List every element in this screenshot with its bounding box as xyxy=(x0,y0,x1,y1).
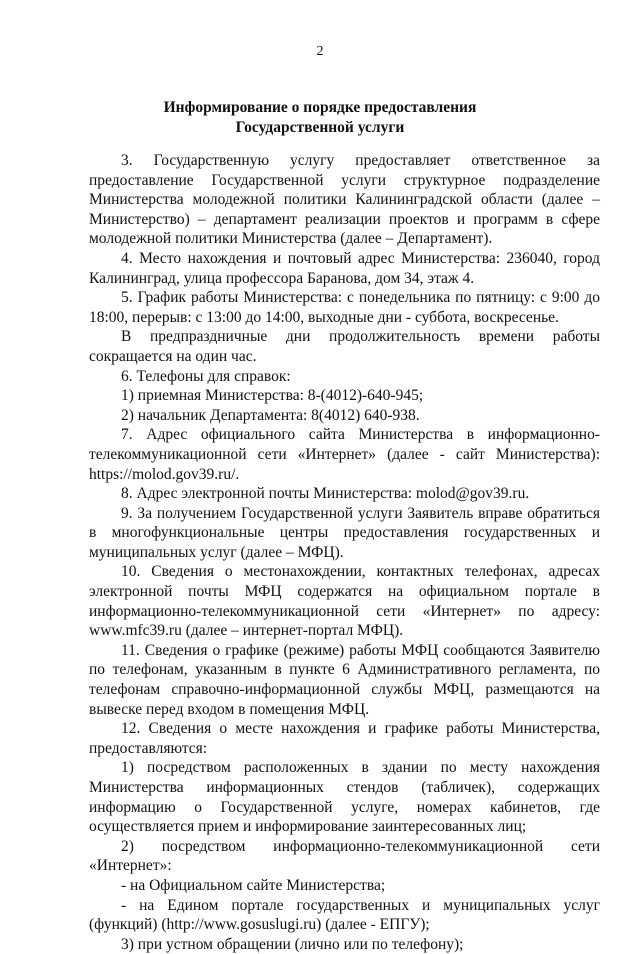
page-number: 2 xyxy=(316,44,324,59)
paragraph-5-note: В предпраздничные дни продолжительность времени работы сокращается на один час. xyxy=(89,328,600,365)
paragraph-10: 10. Сведения о местонахождении, контактных телефонах, адресах электронной почты МФЦ содержатся на официальном портале в информационно-телекоммуникационной сети «Интернет» по адресу: www.mfc39.ru (далее – интернет-портал МФЦ). xyxy=(89,563,600,640)
section-title-line-1: Информирование о порядке предоставления xyxy=(163,99,477,116)
section-title-line-2: Государственной услуги xyxy=(235,119,405,136)
paragraph-12: 12. Сведения о месте нахождения и графике работы Министерства, предоставляются: xyxy=(89,720,600,757)
paragraph-5: 5. График работы Министерства: с понедельника по пятницу: с 9:00 до 18:00, перерыв: с 13:00 до 14:00, выходные дни - суббота, воскресенье. xyxy=(89,289,600,326)
paragraph-9: 9. За получением Государственной услуги Заявитель вправе обратиться в многофункциональные центры предоставления государственных и муниципальных услуг (далее – МФЦ). xyxy=(89,504,600,561)
list-item-1: 1) посредством расположенных в здании по месту нахождения Министерства информационных стендов (табличек), содержащих информацию о Государственной услуге, номерах кабинетов, где осуществляется прием и информирование заинтересованных лиц; xyxy=(89,759,600,836)
paragraph-8: 8. Адрес электронной почты Министерства: molod@gov39.ru. xyxy=(121,485,530,503)
document-body xyxy=(89,151,600,954)
list-subitem-epgu: - на Едином портале государственных и муниципальных услуг (функций) (http://www.gosuslugi.ru) (далее - ЕПГУ); xyxy=(89,896,600,934)
paragraph-4: 4. Место нахождения и почтовый адрес Министерства: 236040, город Калининград, улица профессора Баранова, дом 34, этаж 4. xyxy=(89,249,600,287)
list-item-2: 2) посредством информационно-телекоммуникационной сети «Интернет»: xyxy=(89,837,600,875)
phone-item-1: 1) приемная Министерства: 8-(4012)-640-945; xyxy=(121,387,424,405)
section-title xyxy=(0,98,640,138)
paragraph-7: 7. Адрес официального сайта Министерства в информационно-телекоммуникационной сети «Интернет» (далее - сайт Министерства): https://molod.gov39.ru/. xyxy=(89,426,600,483)
list-item-3: 3) при устном обращении (лично или по телефону); xyxy=(121,935,464,953)
paragraph-6: 6. Телефоны для справок: xyxy=(121,367,291,385)
list-subitem-site: - на Официальном сайте Министерства; xyxy=(121,876,386,894)
paragraph-3: 3. Государственную услугу предоставляет ответственное за предоставление Государственной услуги структурное подразделение Министерства молодежной политики Калининградской области (далее – Министерство) – департамент реализации проектов и программ в сфере молодежной политики Министерства (далее – Департамент). xyxy=(89,152,600,248)
paragraph-11: 11. Сведения о графике (режиме) работы МФЦ сообщаются Заявителю по телефонам, указанным в пункте 6 Административного регламента, по телефонам справочно-информационной службы МФЦ, размещаются на вывеске перед входом в помещения МФЦ. xyxy=(89,641,600,718)
phone-item-2: 2) начальник Департамента: 8(4012) 640-938. xyxy=(121,406,420,424)
